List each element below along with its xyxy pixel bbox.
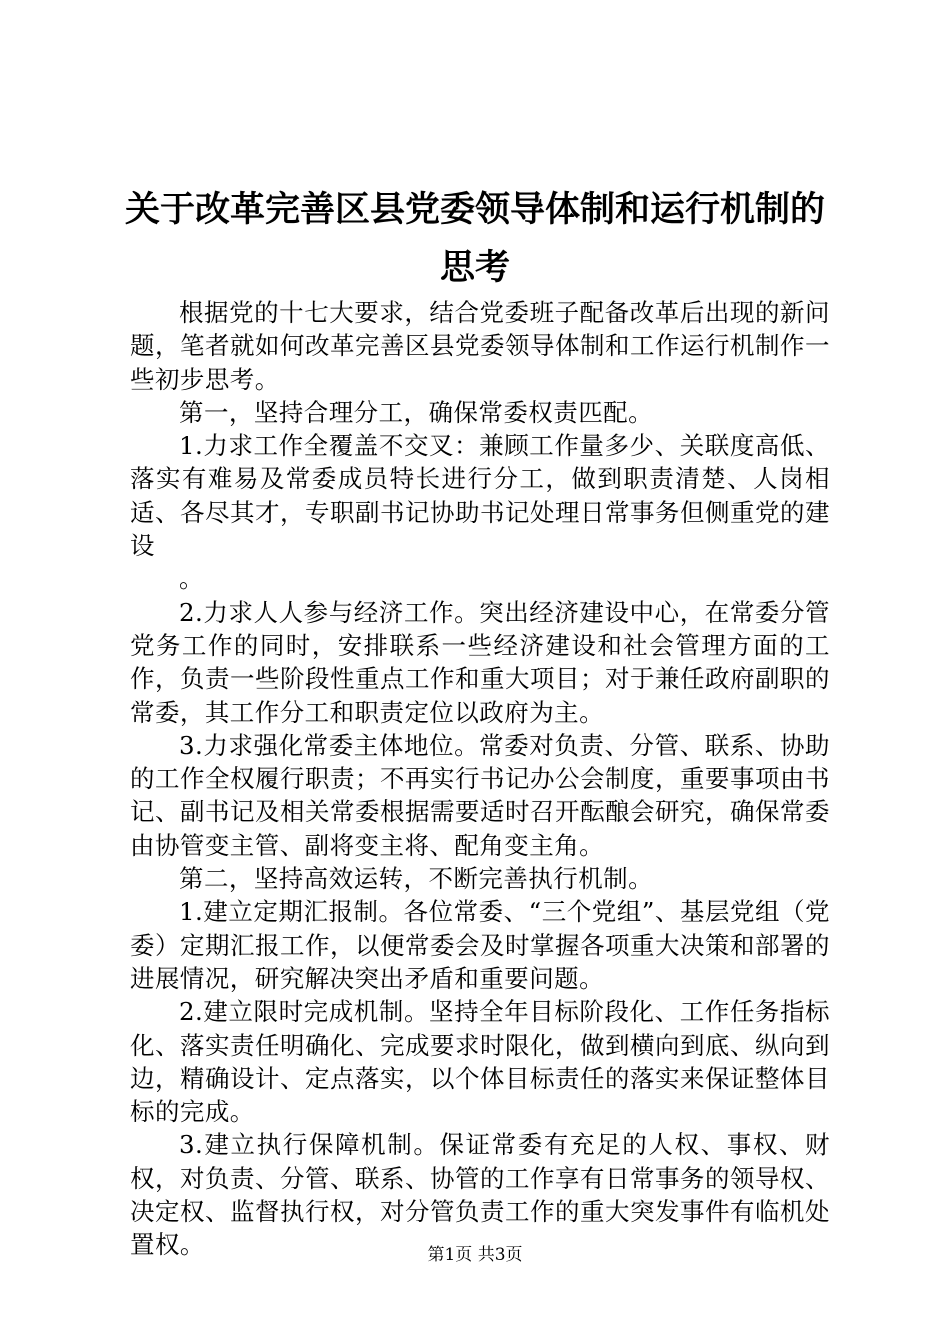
- document-body: [130, 296, 830, 1262]
- paragraph-intro: 根据党的十七大要求，结合党委班子配备改革后出现的新问题，笔者就如何改革完善区县党委领导体制和工作运行机制作一些初步思考。: [130, 298, 830, 394]
- paragraph-2-2: 2.建立限时完成机制。坚持全年目标阶段化、工作任务指标化、落实责任明确化、完成要求时限化，做到横向到底、纵向到边，精确设计、定点落实，以个体目标责任的落实来保证整体目标的完成。: [130, 997, 830, 1127]
- paragraph-section-2-heading: 第二，坚持高效运转，不断完善执行机制。: [179, 864, 654, 894]
- paragraph-1-1: 1.力求工作全覆盖不交叉：兼顾工作量多少、关联度高低、落实有难易及常委成员特长进行分工，做到职责清楚、人岗相适、各尽其才，专职副书记协助书记处理日常事务但侧重党的建设: [130, 431, 830, 561]
- page-footer: 第1页 共3页: [427, 1245, 523, 1265]
- document-title-line-1: 关于改革完善区县党委领导体制和运行机制的: [124, 189, 825, 230]
- paragraph-period: 。: [179, 564, 204, 594]
- paragraph-2-3: 3.建立执行保障机制。保证常委有充足的人权、事权、财权，对负责、分管、联系、协管的工作享有日常事务的领导权、决定权、监督执行权，对分管负责工作的重大突发事件有临机处置权。: [130, 1130, 830, 1260]
- paragraph-section-1-heading: 第一，坚持合理分工，确保常委权责匹配。: [179, 397, 654, 427]
- paragraph-2-1: 1.建立定期汇报制。各位常委、“三个党组”、基层党组（党委）定期汇报工作，以便常委会及时掌握各项重大决策和部署的进展情况，研究解决突出矛盾和重要问题。: [130, 897, 830, 993]
- document-title-line-2: 思考: [439, 247, 510, 288]
- paragraph-1-3: 3.力求强化常委主体地位。常委对负责、分管、联系、协助的工作全权履行职责；不再实行书记办公会制度，重要事项由书记、副书记及相关常委根据需要适时召开酝酿会研究，确保常委由协管变主管、副将变主将、配角变主角。: [130, 730, 830, 860]
- paragraph-1-2: 2.力求人人参与经济工作。突出经济建设中心，在常委分管党务工作的同时，安排联系一些经济建设和社会管理方面的工作，负责一些阶段性重点工作和重大项目；对于兼任政府副职的常委，其工作分工和职责定位以政府为主。: [130, 597, 830, 727]
